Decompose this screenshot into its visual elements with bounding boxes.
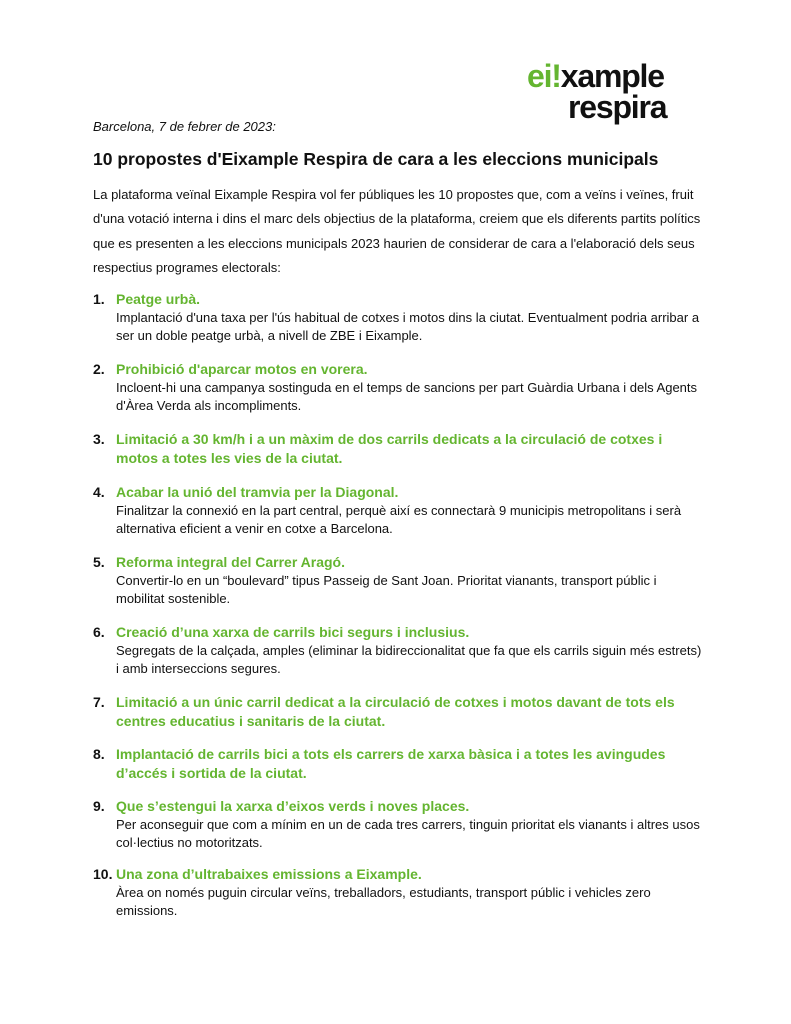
- proposal-number: 4.: [93, 484, 105, 500]
- proposal-heading: Prohibició d'aparcar motos en vorera.: [116, 361, 368, 377]
- proposal-item: [93, 360, 703, 415]
- proposal-list: [93, 290, 703, 920]
- proposal-number: 8.: [93, 746, 105, 762]
- proposal-description: Àrea on només puguin circular veïns, treballadors, estudiants, transport públic i vehicles zero emissions.: [116, 885, 651, 918]
- proposal-description: Finalitzar la connexió en la part central, perquè així es connectarà 9 municipis metropolitans i serà alternativa eficient a venir en cotxe a Barcelona.: [116, 503, 682, 536]
- logo-green-text: ei!: [527, 58, 561, 94]
- logo-black-text: xample: [560, 58, 664, 94]
- proposal-number: 5.: [93, 554, 105, 570]
- proposal-item: [93, 483, 703, 538]
- proposal-number: 10.: [93, 866, 113, 882]
- proposal-number: 6.: [93, 624, 105, 640]
- page-title: 10 propostes d'Eixample Respira de cara a les eleccions municipals: [93, 149, 659, 169]
- proposal-description: Convertir-lo en un “boulevard” tipus Passeig de Sant Joan. Prioritat vianants, transport públic i mobilitat sostenible.: [116, 573, 657, 606]
- proposal-item: [93, 745, 703, 783]
- proposal-heading: Implantació de carrils bici a tots els carrers de xarxa bàsica i a totes les avingudes d’accés i sortida de la ciutat.: [116, 746, 666, 781]
- proposal-number: 1.: [93, 291, 105, 307]
- proposal-number: 2.: [93, 361, 105, 377]
- intro-paragraph: La plataforma veïnal Eixample Respira vol fer públiques les 10 propostes que, com a veïns i veïnes, fruit d'una votació interna i dins el marc dels objectius de la plataforma, creiem que els diferents partits polítics que es presenten a les eleccions municipals 2023 haurien de considerar de cara a l'elaboració dels seus respectius programes electorals:: [93, 187, 701, 276]
- proposal-number: 9.: [93, 798, 105, 814]
- proposal-item: [93, 290, 703, 345]
- proposal-heading: Que s’estengui la xarxa d’eixos verds i noves places.: [116, 798, 470, 814]
- proposal-item: [93, 553, 703, 608]
- proposal-heading: Limitació a 30 km/h i a un màxim de dos carrils dedicats a la circulació de cotxes i motos a totes les vies de la ciutat.: [116, 431, 663, 466]
- eixample-respira-logo: [527, 58, 692, 128]
- proposal-heading: Una zona d’ultrabaixes emissions a Eixample.: [116, 866, 422, 882]
- proposal-heading: Acabar la unió del tramvia per la Diagonal.: [116, 484, 399, 500]
- proposal-description: Segregats de la calçada, amples (eliminar la bidireccionalitat que fa que els carrils siguin més estrets) i amb interseccions segures.: [116, 643, 702, 676]
- proposal-description: Incloent-hi una campanya sostinguda en el temps de sancions per part Guàrdia Urbana i dels Agents d'Àrea Verda als incompliments.: [116, 380, 698, 413]
- proposal-item: [93, 865, 703, 920]
- proposal-item: [93, 797, 703, 852]
- proposal-number: 3.: [93, 431, 105, 447]
- proposal-item: [93, 623, 703, 678]
- proposal-description: Implantació d'una taxa per l'ús habitual de cotxes i motos dins la ciutat. Eventualment podria arribar a ser un doble peatge urbà, a nivell de ZBE i Eixample.: [116, 310, 700, 343]
- proposal-heading: Limitació a un únic carril dedicat a la circulació de cotxes i motos davant de tots els centres educatius i sanitaris de la ciutat.: [116, 694, 675, 729]
- proposal-heading: Peatge urbà.: [116, 291, 201, 307]
- proposal-heading: Creació d’una xarxa de carrils bici segurs i inclusius.: [116, 624, 470, 640]
- proposal-description: Per aconseguir que com a mínim en un de cada tres carrers, tinguin prioritat els vianants i altres usos col·lectius no motoritzats.: [116, 817, 700, 850]
- proposal-item: [93, 693, 703, 731]
- proposal-heading: Reforma integral del Carrer Aragó.: [116, 554, 345, 570]
- document-date: Barcelona, 7 de febrer de 2023:: [93, 119, 276, 134]
- proposal-item: [93, 430, 703, 468]
- logo-line-2: respira: [568, 89, 667, 125]
- proposal-number: 7.: [93, 694, 105, 710]
